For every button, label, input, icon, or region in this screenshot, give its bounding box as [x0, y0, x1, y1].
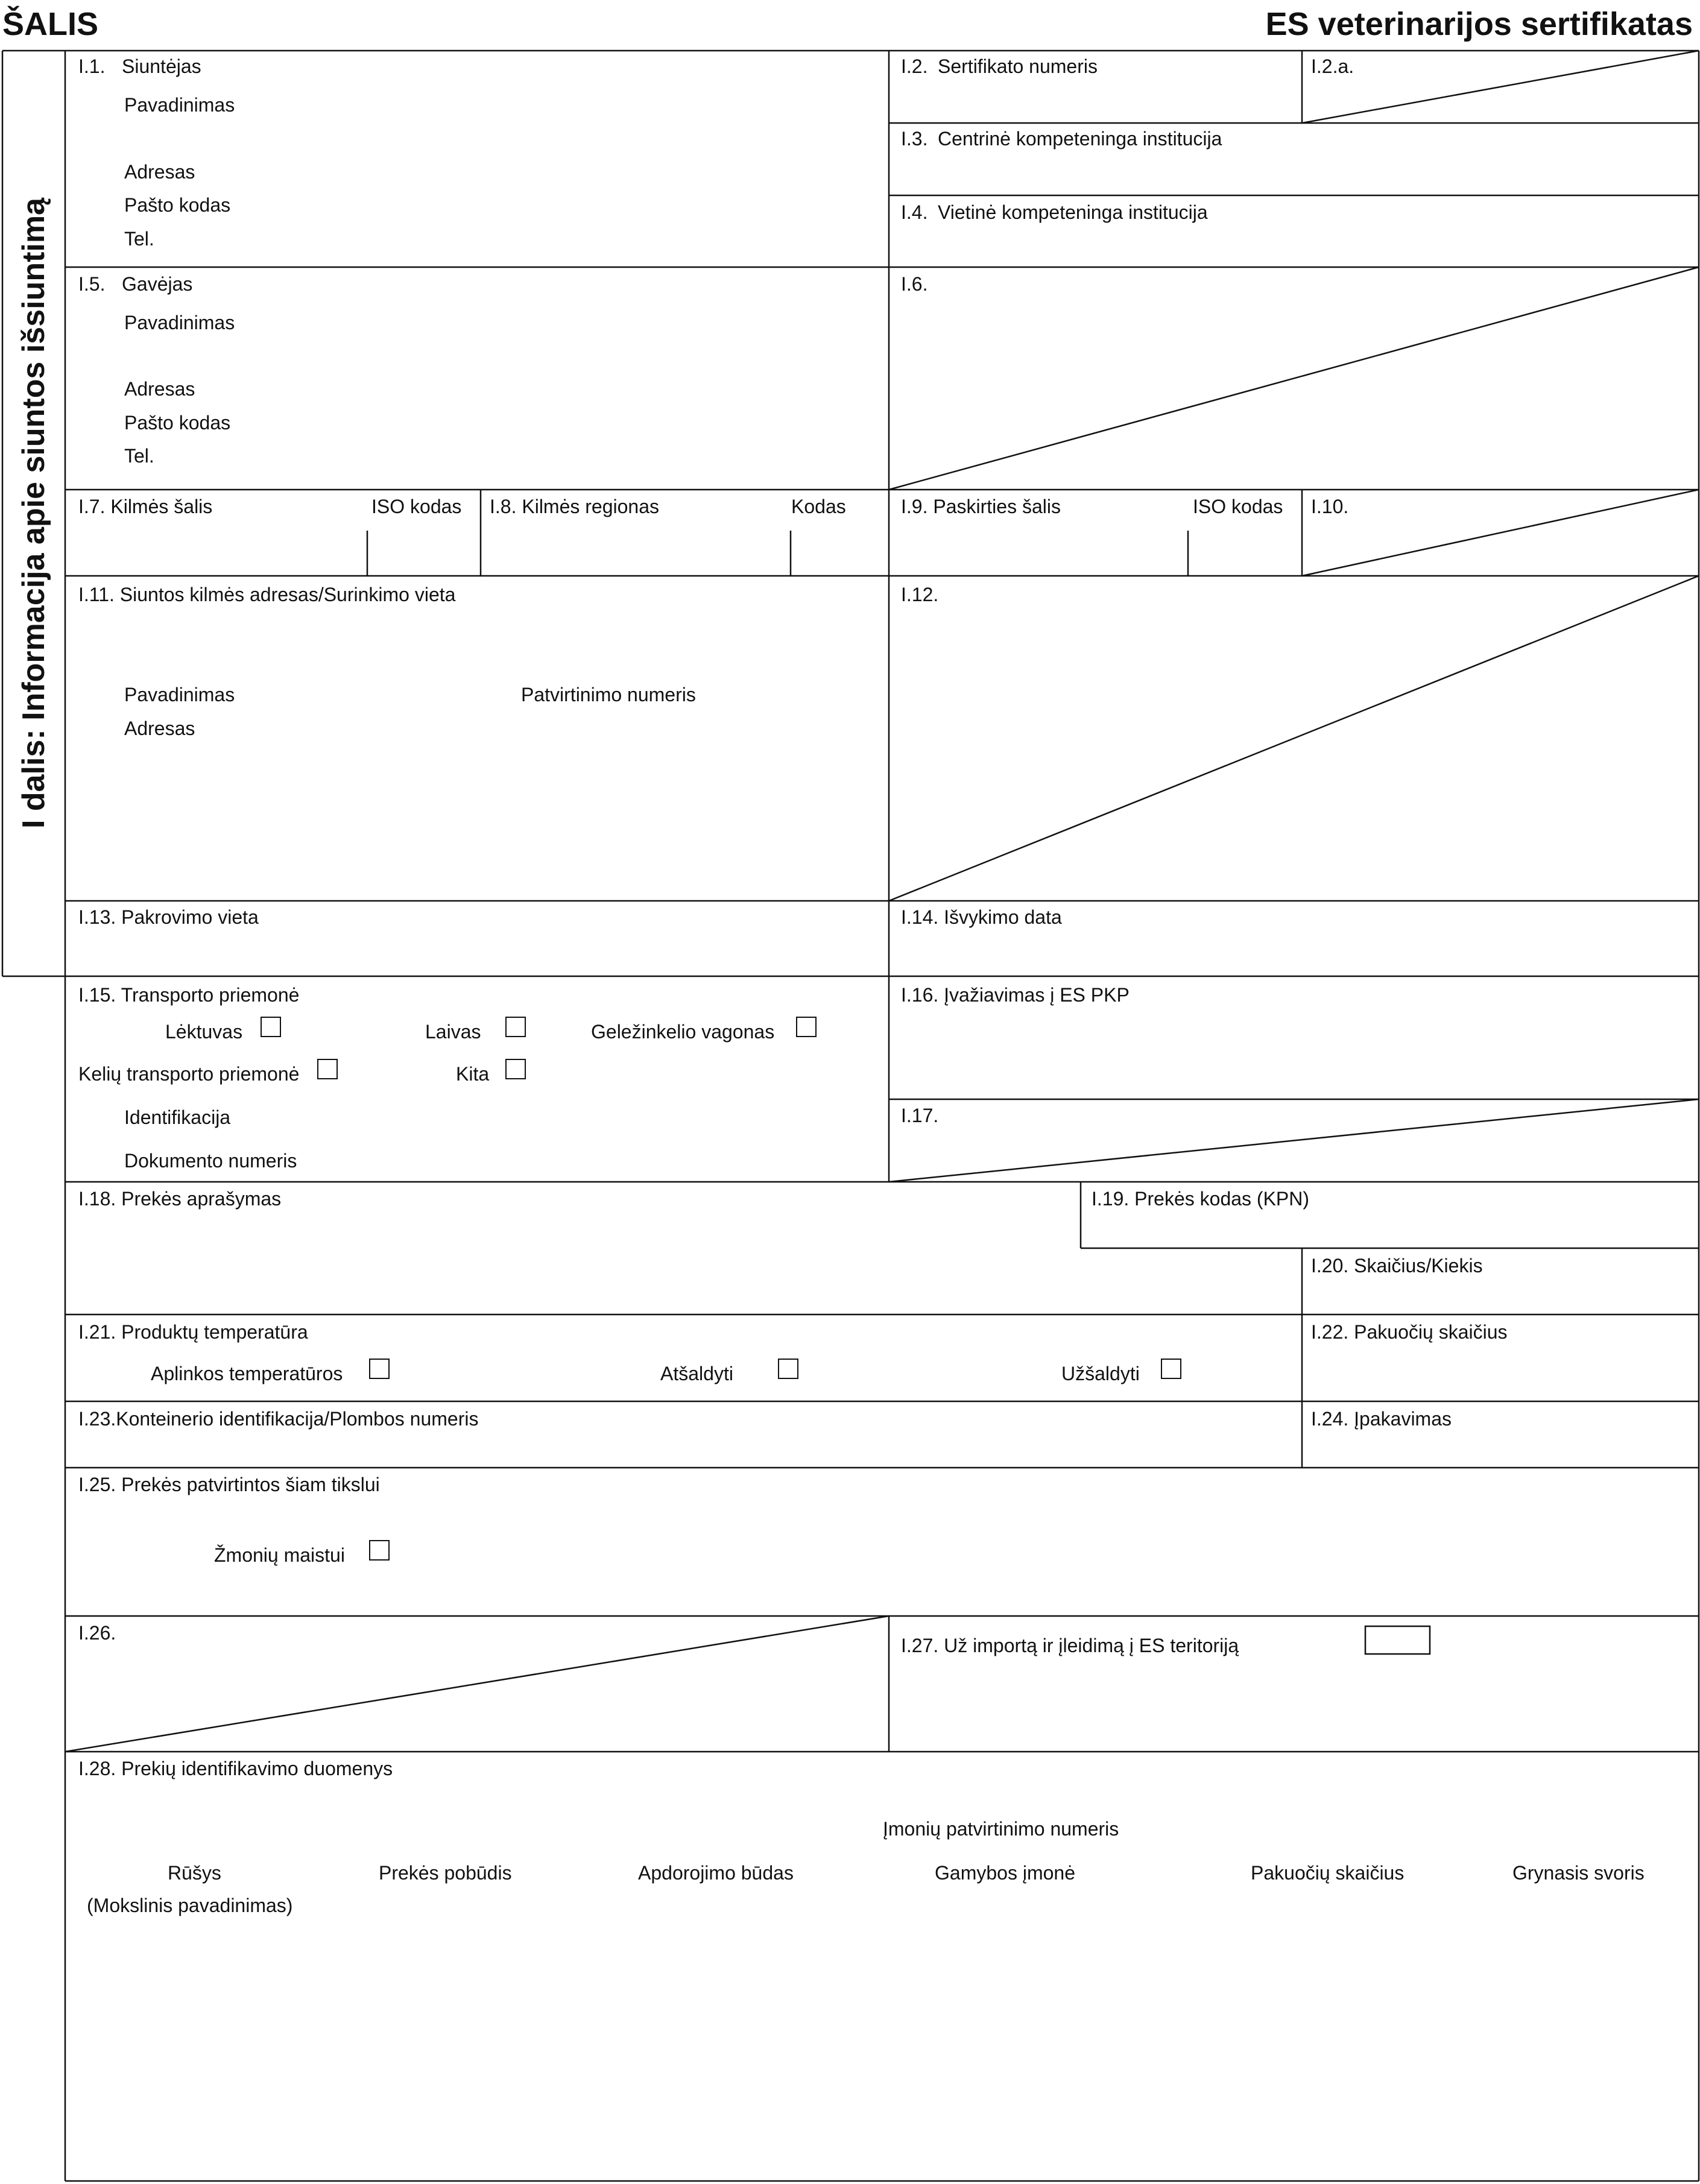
- temp-chilled-label: Atšaldyti: [660, 1363, 733, 1384]
- purpose-human-checkbox[interactable]: [369, 1540, 390, 1561]
- field-i2a-label: I.2.a.: [1311, 55, 1354, 77]
- field-i9-iso: ISO kodas: [1193, 496, 1283, 517]
- field-i13-title: I.13. Pakrovimo vieta: [78, 906, 259, 928]
- field-i15-title: I.15. Transporto priemonė: [78, 984, 300, 1006]
- origin-address-label: Adresas: [124, 718, 195, 739]
- certificate-title: ES veterinarijos sertifikatas: [1265, 6, 1693, 42]
- field-i11-title: I.11. Siuntos kilmės adresas/Surinkimo vieta: [78, 584, 456, 605]
- field-i17-label: I.17.: [901, 1105, 939, 1126]
- column-species: Rūšys: [168, 1862, 221, 1884]
- field-i3-label: I.3.: [901, 128, 928, 150]
- field-i8-title: I.8. Kilmės regionas: [490, 496, 660, 517]
- approval-number-heading: Įmonių patvirtinimo numeris: [883, 1818, 1119, 1840]
- country-heading: ŠALIS: [2, 6, 99, 42]
- field-i7-iso: ISO kodas: [371, 496, 462, 517]
- temp-frozen-label: Užšaldyti: [1061, 1363, 1140, 1384]
- purpose-human-label: Žmonių maistui: [214, 1544, 345, 1566]
- field-i2-label: I.2.: [901, 55, 928, 77]
- consignor-tel-label: Tel.: [124, 228, 154, 250]
- transport-identification-label: Identifikacija: [124, 1106, 231, 1128]
- field-i26-label: I.26.: [78, 1622, 116, 1644]
- temp-ambient-label: Aplinkos temperatūros: [151, 1363, 343, 1384]
- field-i28-title: I.28. Prekių identifikavimo duomenys: [78, 1758, 393, 1779]
- column-number-of-packages: Pakuočių skaičius: [1251, 1862, 1405, 1884]
- field-i1-label: I.1.: [78, 55, 106, 77]
- transport-road-label: Kelių transporto priemonė: [78, 1063, 300, 1085]
- field-i5-title: Gavėjas: [122, 273, 193, 295]
- temp-chilled-checkbox[interactable]: [778, 1359, 798, 1379]
- transport-rail-label: Geležinkelio vagonas: [591, 1021, 775, 1043]
- field-i10-label: I.10.: [1311, 496, 1349, 517]
- consignee-tel-label: Tel.: [124, 445, 154, 467]
- field-i12-label: I.12.: [901, 584, 939, 605]
- consignor-address-label: Adresas: [124, 161, 195, 183]
- origin-approval-label: Patvirtinimo numeris: [521, 684, 696, 705]
- transport-rail-checkbox[interactable]: [796, 1017, 817, 1037]
- consignor-name-label: Pavadinimas: [124, 94, 235, 116]
- field-i19-title: I.19. Prekės kodas (KPN): [1092, 1188, 1310, 1210]
- origin-name-label: Pavadinimas: [124, 684, 235, 705]
- field-i7-title: I.7. Kilmės šalis: [78, 496, 213, 517]
- transport-road-checkbox[interactable]: [317, 1059, 338, 1079]
- column-manufacturing-plant: Gamybos įmonė: [935, 1862, 1075, 1884]
- field-i16-title: I.16. Įvažiavimas į ES PKP: [901, 984, 1130, 1006]
- consignee-postcode-label: Pašto kodas: [124, 412, 231, 434]
- transport-ship-label: Laivas: [425, 1021, 481, 1043]
- transport-aircraft-label: Lėktuvas: [165, 1021, 243, 1043]
- field-i1-title: Siuntėjas: [122, 55, 201, 77]
- field-i22-title: I.22. Pakuočių skaičius: [1311, 1321, 1508, 1343]
- temp-frozen-checkbox[interactable]: [1161, 1359, 1181, 1379]
- transport-document-label: Dokumento numeris: [124, 1150, 297, 1172]
- part-title: I dalis: Informacija apie siuntos išsiuntimą: [16, 197, 51, 829]
- field-i8-code: Kodas: [791, 496, 846, 517]
- field-i3-title: Centrinė kompeteninga institucija: [938, 128, 1222, 150]
- field-i2-title: Sertifikato numeris: [938, 55, 1098, 77]
- column-net-weight: Grynasis svoris: [1512, 1862, 1645, 1884]
- field-i18-title: I.18. Prekės aprašymas: [78, 1188, 282, 1210]
- temp-ambient-checkbox[interactable]: [369, 1359, 390, 1379]
- transport-aircraft-checkbox[interactable]: [261, 1017, 281, 1037]
- field-i27-title: I.27. Už importą ir įleidimą į ES teritoriją: [901, 1635, 1239, 1656]
- field-i24-title: I.24. Įpakavimas: [1311, 1408, 1452, 1430]
- transport-other-label: Kita: [456, 1063, 490, 1085]
- field-i23-title: I.23.Konteinerio identifikacija/Plombos numeris: [78, 1408, 479, 1430]
- column-species-note: (Mokslinis pavadinimas): [87, 1895, 293, 1916]
- field-i14-title: I.14. Išvykimo data: [901, 906, 1062, 928]
- consignee-name-label: Pavadinimas: [124, 312, 235, 333]
- transport-other-checkbox[interactable]: [505, 1059, 526, 1079]
- field-i5-label: I.5.: [78, 273, 106, 295]
- field-i20-title: I.20. Skaičius/Kiekis: [1311, 1255, 1483, 1277]
- consignee-address-label: Adresas: [124, 378, 195, 400]
- transport-ship-checkbox[interactable]: [505, 1017, 526, 1037]
- column-treatment-type: Apdorojimo būdas: [638, 1862, 794, 1884]
- field-i6-label: I.6.: [901, 273, 928, 295]
- field-i4-title: Vietinė kompeteninga institucija: [938, 201, 1208, 223]
- field-i9-title: I.9. Paskirties šalis: [901, 496, 1061, 517]
- column-nature-of-commodity: Prekės pobūdis: [379, 1862, 512, 1884]
- consignor-postcode-label: Pašto kodas: [124, 194, 231, 216]
- field-i25-title: I.25. Prekės patvirtintos šiam tikslui: [78, 1474, 380, 1495]
- field-i21-title: I.21. Produktų temperatūra: [78, 1321, 308, 1343]
- field-i4-label: I.4.: [901, 201, 928, 223]
